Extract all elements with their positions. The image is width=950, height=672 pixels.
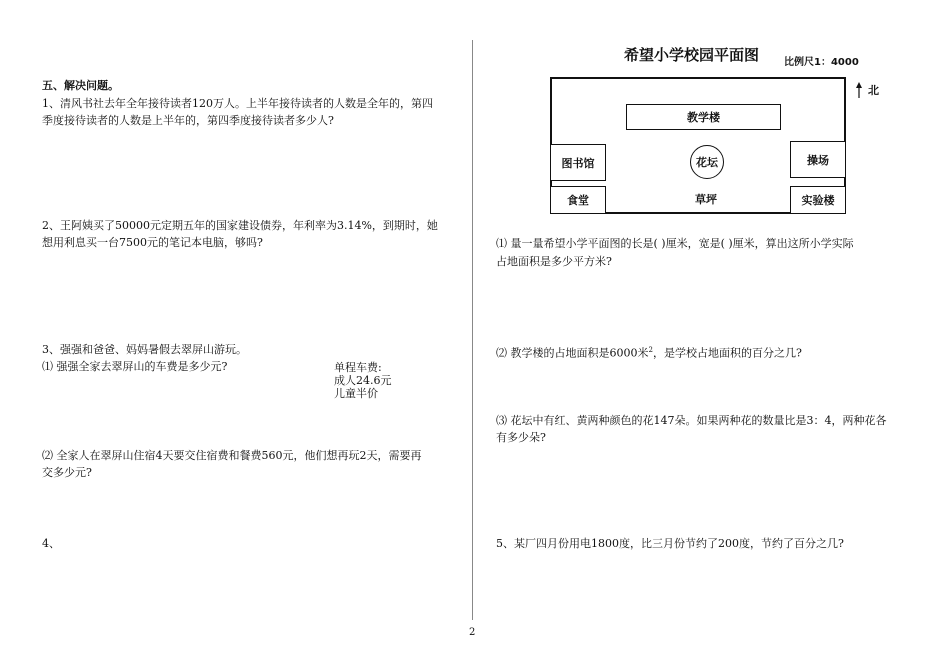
map-question-1-line-1: ⑴ 量一量希望小学平面图的长是( )厘米，宽是( )厘米，算出这所小学实际 (496, 237, 854, 250)
question-3-line-1: 3、强强和爸爸、妈妈暑假去翠屏山游玩。 (42, 343, 247, 356)
campus-map (550, 77, 846, 214)
fare-adult: 成人24.6元 (334, 374, 392, 387)
lab-building-label: 实验楼 (801, 194, 835, 207)
map-title: 希望小学校园平面图 (624, 46, 760, 64)
fare-info (334, 361, 392, 400)
teaching-building (626, 104, 781, 130)
canteen (550, 186, 606, 214)
question-3-sub-2-line-1: ⑵ 全家人在翠屏山住宿4天要交住宿费和餐费560元，他们想再玩2天，需要再 (42, 449, 422, 462)
fare-title: 单程车费: (334, 361, 382, 374)
question-5: 5、某厂四月份用电1800度，比三月份节约了200度，节约了百分之几? (496, 537, 844, 550)
question-2-line-1: 2、王阿姨买了50000元定期五年的国家建设债券，年利率为3.14%，到期时，她 (42, 219, 438, 232)
lab-building (790, 186, 846, 214)
flower-bed-label: 花坛 (696, 156, 718, 169)
flower-bed (690, 145, 724, 179)
section-title: 五、解决问题。 (42, 79, 119, 92)
map-scale: 比例尺1：4000 (784, 57, 859, 68)
question-1-line-2: 季度接待读者的人数是上半年的，第四季度接待读者多少人? (42, 114, 334, 127)
lawn-label: 草坪 (695, 193, 717, 206)
map-question-1-line-2: 占地面积是多少平方米? (496, 255, 612, 268)
north-label: 北 (868, 84, 879, 97)
map-question-2-exponent: 2 (648, 346, 653, 354)
north-arrow-icon (854, 82, 864, 98)
question-3-sub-2-line-2: 交多少元? (42, 466, 92, 479)
lawn (678, 189, 734, 209)
teaching-building-label: 教学楼 (687, 111, 720, 124)
fare-child: 儿童半价 (334, 387, 378, 400)
map-question-2-text: ⑵ 教学楼的占地面积是6000米 (496, 346, 649, 360)
map-question-3-line-2: 有多少朵? (496, 431, 546, 444)
map-question-3-line-1: ⑶ 花坛中有红、黄两种颜色的花147朵。如果两种花的数量比是3：4，两种花各 (496, 414, 887, 427)
map-question-2 (496, 340, 802, 364)
question-4: 4、 (42, 537, 60, 550)
page-number: 2 (469, 627, 476, 638)
question-1-line-1: 1、清风书社去年全年接待读者120万人。上半年接待读者的人数是全年的，第四 (42, 97, 433, 110)
playground (790, 141, 846, 178)
map-question-2-text-end: ，是学校占地面积的百分之几? (652, 346, 802, 360)
library (550, 144, 606, 181)
library-label: 图书馆 (561, 156, 595, 170)
playground-label: 操场 (807, 153, 829, 167)
canteen-label: 食堂 (567, 194, 589, 207)
question-3-sub-1: ⑴ 强强全家去翠屏山的车费是多少元? (42, 360, 228, 373)
question-2-line-2: 想用利息买一台7500元的笔记本电脑，够吗? (42, 236, 263, 249)
column-divider (472, 40, 473, 620)
